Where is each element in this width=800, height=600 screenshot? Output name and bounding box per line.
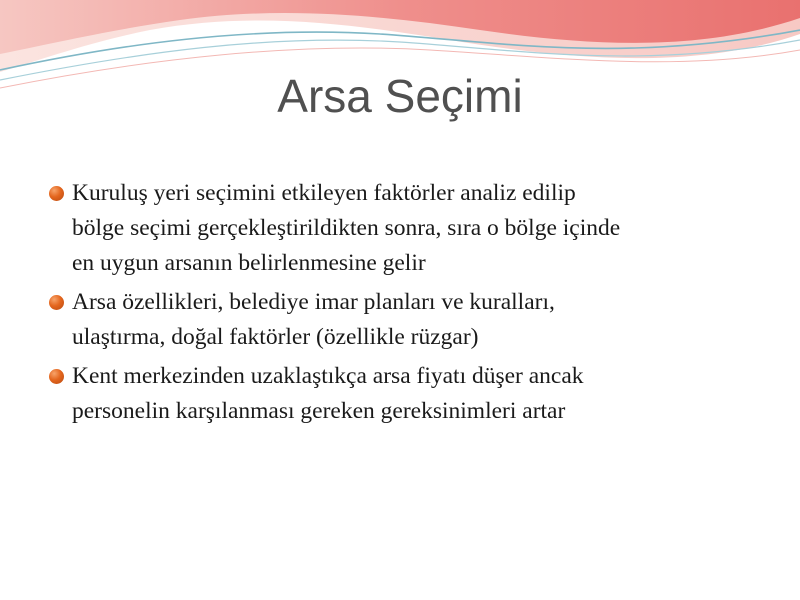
bullet-line: ulaştırma, doğal faktörler (özellikle rüzgar) [72,324,479,350]
orange-circle-bullet-icon [49,369,64,384]
bullet-line: Arsa özellikleri, belediye imar planları ve kuralları, [72,289,555,315]
orange-circle-bullet-icon [49,186,64,201]
bullet-list [48,176,768,433]
bullet-line: en uygun arsanın belirlenmesine gelir [72,250,426,276]
bullet-line: bölge seçimi gerçekleştirildikten sonra, sıra o bölge içinde [72,215,621,241]
bullet-item [48,359,768,429]
bullet-line: personelin karşılanması gereken gereksinimleri artar [72,398,566,424]
bullet-line: Kuruluş yeri seçimini etkileyen faktörler analiz edilip [72,180,576,206]
bullet-item [48,285,768,355]
orange-circle-bullet-icon [49,295,64,310]
slide-title: Arsa Seçimi [277,70,523,122]
bullet-line: Kent merkezinden uzaklaştıkça arsa fiyatı düşer ancak [72,363,584,389]
bullet-item [48,176,768,281]
